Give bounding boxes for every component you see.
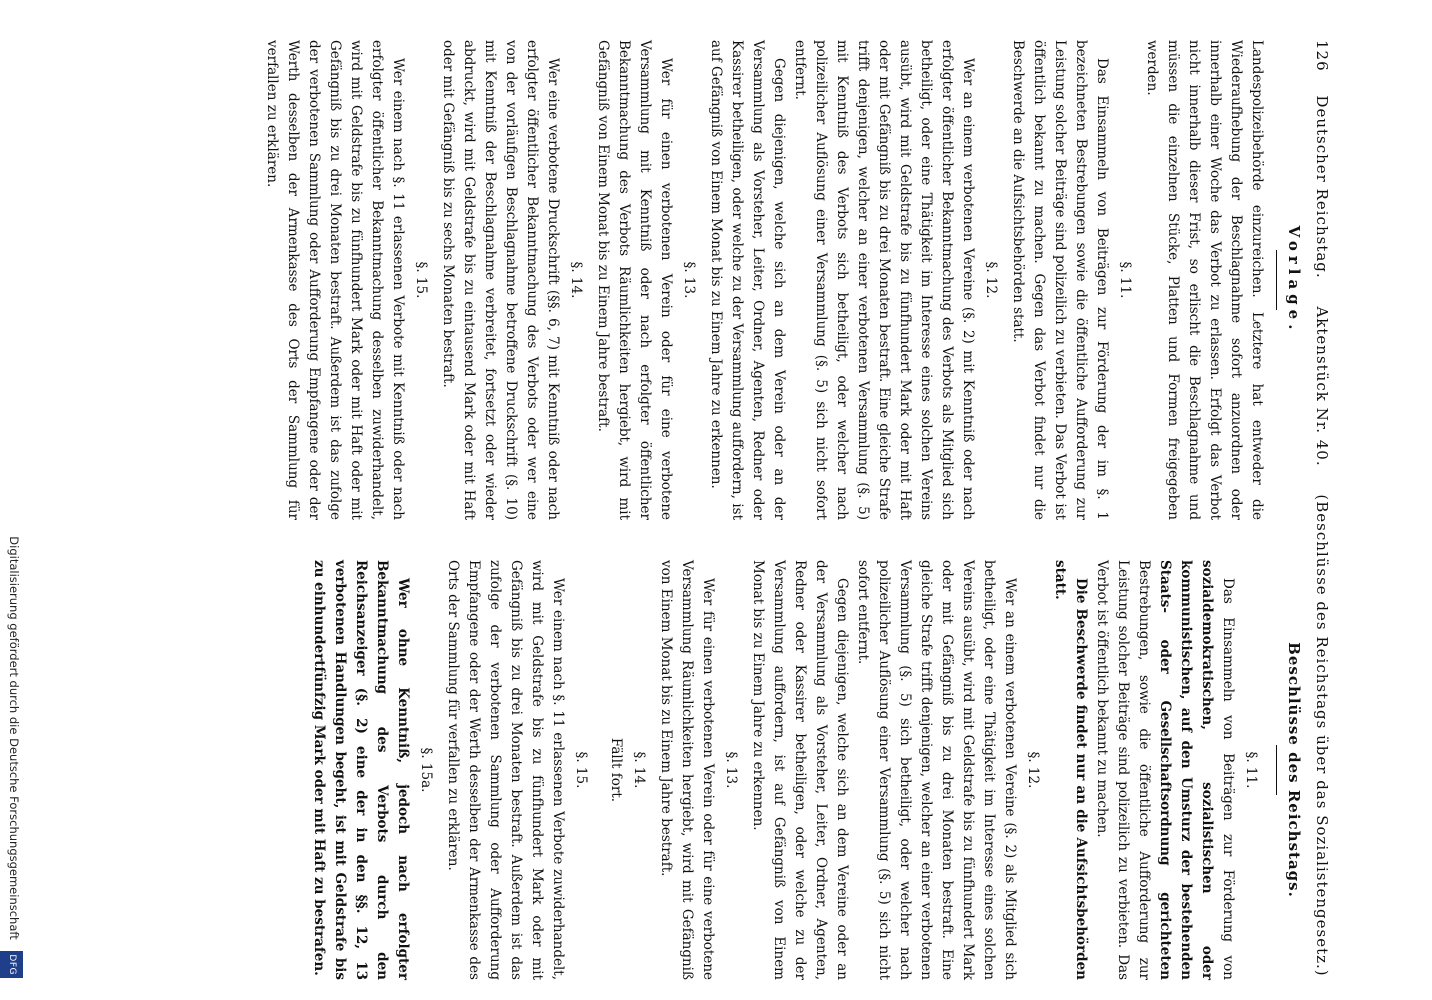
beschluesse-s14-text: Fällt fort. (608, 737, 624, 803)
page-header (1311, 40, 1332, 977)
beschluesse-s15-title: §. 15. (573, 751, 589, 789)
beschluesse-s12-title: §. 12. (1025, 751, 1041, 789)
header-subtitle: (Beschlüsse des Reichstags über das Sozialistengesetz.) (1313, 494, 1331, 977)
vorlage-s14-text: Wer eine verbotene Druckschrift (§§. 6, 7) mit Kenntniß oder nach erfolgter öffentlicher Bekanntmachung des Verbots oder wer eine von der vorläufigen Beschlagnahme betroffene Druckschrift (§. 10) mit Kenntniß der Beschlagnahme verbreitet, fortsetzt oder wieder abdruckt, wird mit Geldstrafe bis zu eintausend Mark oder mit Haft oder mit Gefängniß bis zu sechs Monaten bestraft. (440, 40, 561, 520)
beschluesse-s11-text-a: Das Einsammeln von Beiträgen zur Förderung von (1220, 578, 1236, 980)
vorlage-column (261, 40, 1267, 520)
beschluesse-s15a-text: Wer ohne Kenntniß, jedoch nach erfolgter Bekanntmachung des Verbots durch den Reichsanzeiger (§. 2) eine der in den §§. 12, 13 verbotenen Handlungen begeht, ist mit Geldstrafe bis zu einhundertfünfzig Mark oder mit Haft zu bestrafen. (311, 560, 411, 980)
page-number: 126 (1313, 40, 1331, 72)
vorlage-s12-p1: Wer an einem verbotenen Vereine (§. 2) mit Kenntniß oder nach erfolgter öffentlicher Bekanntmachung des Verbots als Mitglied sich betheiligt, oder eine Thätigkeit im Interesse eines solchen Vereins ausübt, wird mit Geldstrafe bis zu fünfhundert Mark oder mit Haft oder mit Gefängniß bis zu drei Monaten bestraft. Eine gleiche Strafe trifft denjenigen, welcher an einer verbotenen Versammlung (§. 5) mit Kenntniß des Verbots sich betheiligt, oder welcher nach polizeilicher Auflösung einer Versammlung (§. 5) sich nicht sofort entfernt. (792, 40, 976, 520)
beschluesse-s15-text: Wer einem nach §. 11 erlassenen Verbote zuwiderhandelt, wird mit Geldstrafe bis zu fünfhundert Mark oder mit Gefängniß bis zu drei Monaten bestraft. Außerdem ist das zufolge der verbotenen Sammlung oder Aufforderung Empfangene oder der Werth desselben der Armenkasse des Orts der Sammlung für verfallen zu erklären. (445, 560, 566, 980)
vorlage-s12-p2: Gegen diejenigen, welche sich an dem Verein oder an der Versammlung als Vorsteher, Leiter, Ordner, Agenten, Redner oder Kassirer betheiligen, oder welche zu der Versammlung auffordern, ist auf Gefängniß von Einem Monat bis zu Einem Jahre zu erkennen. (708, 40, 787, 520)
beschluesse-s11-text-d: Die Beschwerde findet nur an die Aufsichtsbehörden statt. (1052, 560, 1089, 980)
beschluesse-s13-text: Wer für einen verbotenen Verein oder für eine verbotene Versammlung Räumlichkeiten hergiebt, wird mit Gefängniß von Einem Monat bis zu Einem Jahre bestraft. (658, 560, 716, 980)
beschluesse-s12-p2: Gegen diejenigen, welche sich an dem Vereine oder an der Versammlung als Vorsteher, Leiter, Ordner, Agenten, Redner oder Kassirer betheiligen, oder welche zu der Versammlung auffordern, ist auf Gefängniß von Einem Monat bis zu Einem Jahre zu erkennen. (750, 560, 850, 980)
beschluesse-column (308, 560, 1267, 980)
vorlage-s13-text: Wer für einen verbotenen Verein oder für eine verbotene Versammlung mit Kenntniß oder nach erfolgter öffentlicher Bekanntmachung des Verbots Räumlichkeiten hergiebt, wird mit Gefängniß von Einem Monat bis zu Einem Jahre bestraft. (595, 40, 674, 520)
beschluesse-s13-title: §. 13. (723, 751, 739, 789)
vorlage-s13-title: §. 13. (681, 261, 697, 299)
beschluesse-s12-p1: Wer an einem verbotenen Vereine (§. 2) als Mitglied sich betheiligt, oder eine Thätigkeit im Interesse eines solchen Vereins ausübt, wird mit Geldstrafe bis zu fünfhundert Mark oder mit Gefängniß bis zu drei Monaten bestraft. Eine gleiche Strafe trifft denjenigen, welcher an einer verbotenen Versammlung (§. 5) sich betheiligt, oder welcher nach polizeilicher Auflösung einer Versammlung (§. 5) sich nicht sofort entfernt. (855, 560, 1018, 980)
beschluesse-heading: Beschlüsse des Reichstags. (1285, 642, 1303, 898)
footer-text: Digitalisierung gefördert durch die Deutsche Forschungsgemeinschaft (7, 536, 21, 940)
header-title: Deutscher Reichstag. (1313, 95, 1331, 279)
vorlage-intro: Landespolizeibehörde einzureichen. Letztere hat entweder die Wiederaufhebung der Beschlagnahme sofort anzuordnen oder innerhalb einer Woche das Verbot zu erlassen. Erfolgt das Verbot nicht innerhalb dieser Frist, so erlischt die Beschlagnahme und müssen die einzelnen Stücke, Platten und Formen freigegeben werden. (1144, 40, 1265, 520)
vorlage-s11-title: §. 11. (1117, 261, 1133, 299)
vorlage-heading: Vorlage. (1285, 225, 1303, 335)
beschluesse-rule (1276, 745, 1277, 795)
header-akten: Aktenstück Nr. 40. (1313, 306, 1331, 467)
vorlage-s11-text: Das Einsammeln von Beiträgen zur Förderung der im §. 1 bezeichneten Bestrebungen sowie die öffentliche Aufforderung zur Leistung solcher Beiträge sind polizeilich zu verbieten. Das Verbot ist öffentlich bekannt zu machen. Gegen das Verbot findet nur die Beschwerde an die Aufsichtsbehörden statt. (1010, 40, 1110, 520)
beschluesse-s11-text-c: Bestrebungen, sowie die öffentliche Aufforderung zur Leistung solcher Beiträge sind polizeilich zu verbieten. Das Verbot ist öffentlich bekannt zu machen. (1094, 560, 1152, 980)
dfg-logo: DFG (0, 951, 23, 978)
vorlage-rule (1276, 250, 1277, 310)
beschluesse-s11-text-b: sozialdemokratischen, sozialistischen oder kommunistischen, auf den Umsturz der bestehenden Staats- oder Gesellschaftsordnung gerichteten (1157, 560, 1215, 980)
vorlage-s15-text: Wer einem nach §. 11 erlassenen Verbote mit Kenntniß oder nach erfolgter öffentlicher Bekanntmachung desselben zuwiderhandelt, wird mit Geldstrafe bis zu fünfhundert Mark oder mit Haft oder mit Gefängniß bis zu drei Monaten bestraft. Außerdem ist das zufolge der verbotenen Sammlung oder Aufforderung Empfangene oder der Werth desselben der Armenkasse des Orts der Sammlung für verfallen zu erklären. (264, 40, 406, 520)
vorlage-s15-title: §. 15. (413, 261, 429, 299)
vorlage-s12-title: §. 12. (983, 261, 999, 299)
beschluesse-s11-title: §. 11. (1243, 751, 1259, 789)
beschluesse-s15a-title: §. 15a. (418, 747, 434, 793)
beschluesse-s14-title: §. 14. (631, 751, 647, 789)
vorlage-s14-title: §. 14. (568, 261, 584, 299)
